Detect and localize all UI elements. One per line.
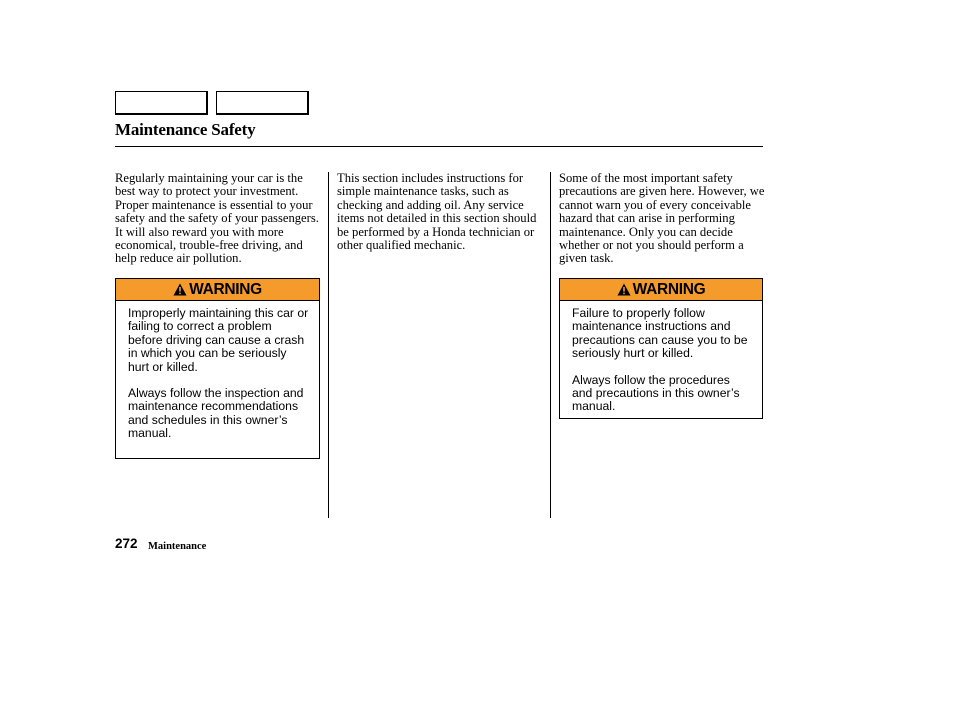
warning-paragraph: Improperly maintaining this car or failing to correct a problem before driving can cause a crash in which you can be seriously hurt or killed.	[128, 306, 309, 374]
warning-paragraph: Always follow the procedures and precautions in this owner’s manual.	[572, 372, 740, 414]
title-rule	[115, 146, 763, 147]
warning-triangle-icon	[173, 283, 187, 296]
column-1-text: Regularly maintaining your car is the best way to protect your investment. Proper maintenance is essential to your safety and the safety of your passengers. It will also reward you with more economical, trouble-free driving, and help reduce air pollution.	[115, 171, 319, 266]
column-divider	[328, 172, 329, 518]
warning-paragraph: Failure to properly follow maintenance instructions and precautions can cause you to be seriously hurt or killed.	[572, 306, 748, 361]
warning-label: WARNING	[189, 280, 262, 298]
column-divider	[550, 172, 551, 518]
warning-body	[560, 301, 762, 414]
warning-banner	[560, 279, 762, 301]
warning-triangle-icon	[617, 283, 631, 296]
nav-tab-2[interactable]	[216, 91, 309, 115]
warning-box-2	[559, 278, 763, 419]
warning-body	[116, 301, 319, 441]
warning-label: WARNING	[632, 280, 706, 298]
page-title: Maintenance Safety	[115, 120, 256, 139]
nav-tab-1[interactable]	[115, 91, 208, 115]
column-3-text: Some of the most important safety precautions are given here. However, we cannot warn you of every conceivable hazard that can arise in performing maintenance. Only you can decide whether or not you should perform a given task.	[559, 171, 765, 266]
page-number: 272	[115, 536, 138, 551]
warning-paragraph: Always follow the inspection and maintenance recommendations and schedules in this owner’s manual.	[128, 386, 304, 441]
warning-banner	[116, 279, 319, 301]
warning-box-1	[115, 278, 320, 459]
column-2-text: This section includes instructions for simple maintenance tasks, such as checking and adding oil. Any service items not detailed in this section should be performed by a Honda technician or other qualified mechanic.	[337, 171, 537, 253]
page-section-label: Maintenance	[148, 541, 207, 552]
